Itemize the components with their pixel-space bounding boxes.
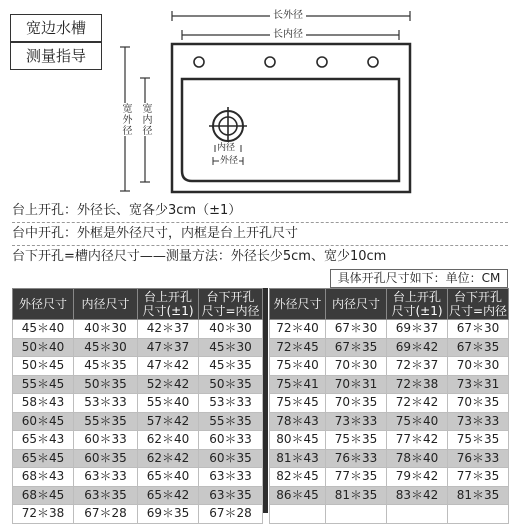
table-cell: 55＊40 bbox=[138, 394, 199, 413]
table-cell: 57＊42 bbox=[138, 412, 199, 431]
table-row bbox=[270, 468, 509, 487]
table-cell: 70＊30 bbox=[326, 357, 387, 376]
table-cell: 45＊35 bbox=[74, 357, 138, 376]
inner-width-label: 宽内径 bbox=[140, 103, 151, 136]
tap-hole-2 bbox=[265, 57, 275, 67]
table-cell: 67＊35 bbox=[448, 338, 509, 357]
table-cell: 47＊37 bbox=[138, 338, 199, 357]
table-cell: 86＊45 bbox=[270, 486, 326, 505]
table-cell bbox=[270, 505, 326, 524]
table-cell: 73＊33 bbox=[326, 412, 387, 431]
table-cell: 40＊30 bbox=[199, 320, 263, 339]
table-row bbox=[270, 449, 509, 468]
outer-length-label: 长外径 bbox=[270, 10, 306, 22]
table-cell: 60＊45 bbox=[13, 412, 74, 431]
sink-diagram bbox=[0, 0, 520, 200]
table-cell: 60＊33 bbox=[199, 431, 263, 450]
table-cell: 65＊40 bbox=[138, 468, 199, 487]
dashed-divider bbox=[12, 245, 508, 246]
table-row bbox=[270, 486, 509, 505]
table-cell: 53＊33 bbox=[74, 394, 138, 413]
table-cell: 75＊35 bbox=[448, 431, 509, 450]
table-divider bbox=[263, 288, 268, 513]
table-row bbox=[13, 394, 263, 413]
table-cell: 67＊35 bbox=[326, 338, 387, 357]
table-cell: 63＊33 bbox=[74, 468, 138, 487]
table-cell: 75＊45 bbox=[270, 394, 326, 413]
table-row bbox=[270, 394, 509, 413]
table-cell: 53＊33 bbox=[199, 394, 263, 413]
header-under-mount: 台下开孔 尺寸=内径 bbox=[448, 290, 508, 318]
table-cell: 72＊38 bbox=[387, 375, 448, 394]
table-cell: 70＊35 bbox=[448, 394, 509, 413]
table-cell: 67＊30 bbox=[448, 320, 509, 339]
table-row bbox=[13, 412, 263, 431]
table-cell: 77＊35 bbox=[448, 468, 509, 487]
table-cell: 70＊30 bbox=[448, 357, 509, 376]
table-row bbox=[13, 320, 263, 339]
drain-inner-label: 内径 bbox=[217, 143, 236, 153]
tap-hole-4 bbox=[368, 57, 378, 67]
header-top-mount: 台上开孔 尺寸(±1) bbox=[387, 289, 448, 320]
table-cell: 81＊35 bbox=[326, 486, 387, 505]
table-row bbox=[270, 412, 509, 431]
table-cell: 73＊31 bbox=[448, 375, 509, 394]
table-cell: 77＊35 bbox=[326, 468, 387, 487]
note-flush-mount: 台中开孔：外框是外径尺寸，内框是台上开孔尺寸 bbox=[12, 226, 299, 241]
table-cell: 50＊45 bbox=[13, 357, 74, 376]
table-cell bbox=[387, 505, 448, 524]
table-cell: 67＊28 bbox=[74, 505, 138, 524]
drain-outer-label: 外径 bbox=[220, 156, 239, 166]
table-row bbox=[270, 338, 509, 357]
table-cell: 42＊37 bbox=[138, 320, 199, 339]
outer-width-label: 宽外径 bbox=[120, 103, 131, 136]
table-cell: 70＊35 bbox=[326, 394, 387, 413]
table-cell: 72＊37 bbox=[387, 357, 448, 376]
table-row bbox=[13, 486, 263, 505]
table-cell: 63＊35 bbox=[74, 486, 138, 505]
table-cell: 78＊40 bbox=[387, 449, 448, 468]
tap-hole-3 bbox=[317, 57, 327, 67]
table-cell: 69＊35 bbox=[138, 505, 199, 524]
header-inner-size: 内径尺寸 bbox=[326, 289, 387, 320]
table-cell: 40＊30 bbox=[74, 320, 138, 339]
table-body-right bbox=[270, 320, 509, 524]
table-cell: 75＊40 bbox=[387, 412, 448, 431]
header-under-mount: 台下开孔 尺寸=内径 bbox=[199, 289, 263, 320]
table-row bbox=[270, 505, 509, 524]
tap-hole-1 bbox=[194, 57, 204, 67]
table-cell: 55＊45 bbox=[13, 375, 74, 394]
table-cell: 79＊42 bbox=[387, 468, 448, 487]
table-row bbox=[13, 357, 263, 376]
table-cell: 45＊30 bbox=[74, 338, 138, 357]
table-cell: 45＊40 bbox=[13, 320, 74, 339]
table-cell: 45＊35 bbox=[199, 357, 263, 376]
table-cell: 62＊40 bbox=[138, 431, 199, 450]
table-row bbox=[13, 505, 263, 524]
table-cell: 52＊42 bbox=[138, 375, 199, 394]
table-cell: 58＊43 bbox=[13, 394, 74, 413]
table-cell: 60＊35 bbox=[74, 449, 138, 468]
title-line-1: 宽边水槽 bbox=[10, 14, 102, 42]
table-cell: 77＊42 bbox=[387, 431, 448, 450]
measurement-notes bbox=[12, 199, 508, 268]
table-cell: 60＊35 bbox=[199, 449, 263, 468]
table-cell: 83＊42 bbox=[387, 486, 448, 505]
table-row bbox=[13, 375, 263, 394]
table-cell: 67＊30 bbox=[326, 320, 387, 339]
table-cell: 45＊30 bbox=[199, 338, 263, 357]
table-cell: 75＊41 bbox=[270, 375, 326, 394]
table-cell bbox=[326, 505, 387, 524]
table-cell: 50＊40 bbox=[13, 338, 74, 357]
table-cell: 76＊33 bbox=[326, 449, 387, 468]
table-cell: 50＊35 bbox=[74, 375, 138, 394]
table-cell: 63＊35 bbox=[199, 486, 263, 505]
table-row bbox=[270, 431, 509, 450]
table-cell: 72＊40 bbox=[270, 320, 326, 339]
table-header-row bbox=[270, 289, 509, 320]
table-row bbox=[13, 338, 263, 357]
table-cell: 80＊45 bbox=[270, 431, 326, 450]
table-cell: 82＊45 bbox=[270, 468, 326, 487]
table-body-left bbox=[13, 320, 263, 524]
table-cell: 65＊45 bbox=[13, 449, 74, 468]
inner-length-label: 长内径 bbox=[270, 29, 306, 41]
header-outer-size: 外径尺寸 bbox=[13, 289, 74, 320]
table-cell: 70＊31 bbox=[326, 375, 387, 394]
table-cell: 68＊43 bbox=[13, 468, 74, 487]
table-cell: 55＊35 bbox=[74, 412, 138, 431]
table-cell: 55＊35 bbox=[199, 412, 263, 431]
table-cell: 67＊28 bbox=[199, 505, 263, 524]
table-cell: 69＊42 bbox=[387, 338, 448, 357]
table-cell: 75＊35 bbox=[326, 431, 387, 450]
note-countertop: 台上开孔：外径长、宽各少3cm（±1） bbox=[12, 203, 242, 218]
table-cell: 65＊42 bbox=[138, 486, 199, 505]
table-cell: 47＊42 bbox=[138, 357, 199, 376]
header-inner-size: 内径尺寸 bbox=[74, 289, 138, 320]
table-cell: 68＊45 bbox=[13, 486, 74, 505]
table-cell: 50＊35 bbox=[199, 375, 263, 394]
table-cell bbox=[448, 505, 509, 524]
table-row bbox=[270, 375, 509, 394]
table-cell: 78＊43 bbox=[270, 412, 326, 431]
table-cell: 81＊43 bbox=[270, 449, 326, 468]
table-cell: 81＊35 bbox=[448, 486, 509, 505]
table-cell: 65＊43 bbox=[13, 431, 74, 450]
title-line-2: 测量指导 bbox=[10, 42, 102, 70]
unit-note: 具体开孔尺寸如下：单位：CM bbox=[330, 269, 508, 288]
table-cell: 72＊42 bbox=[387, 394, 448, 413]
size-table-left bbox=[12, 288, 263, 524]
table-cell: 76＊33 bbox=[448, 449, 509, 468]
note-undermount: 台下开孔=槽内径尺寸——测量方法：外径长少5cm、宽少10cm bbox=[12, 249, 387, 264]
table-row bbox=[13, 431, 263, 450]
dashed-divider bbox=[12, 222, 508, 223]
header-outer-size: 外径尺寸 bbox=[270, 289, 326, 320]
table-row bbox=[13, 468, 263, 487]
table-cell: 60＊33 bbox=[74, 431, 138, 450]
table-row bbox=[270, 357, 509, 376]
header-top-mount: 台上开孔 尺寸(±1) bbox=[138, 289, 199, 320]
table-cell: 69＊37 bbox=[387, 320, 448, 339]
table-cell: 63＊33 bbox=[199, 468, 263, 487]
table-cell: 62＊42 bbox=[138, 449, 199, 468]
table-cell: 73＊33 bbox=[448, 412, 509, 431]
table-cell: 72＊38 bbox=[13, 505, 74, 524]
table-row bbox=[270, 320, 509, 339]
table-cell: 72＊45 bbox=[270, 338, 326, 357]
table-row bbox=[13, 449, 263, 468]
size-table-right bbox=[269, 288, 509, 524]
table-header-row bbox=[13, 289, 263, 320]
table-cell: 75＊40 bbox=[270, 357, 326, 376]
